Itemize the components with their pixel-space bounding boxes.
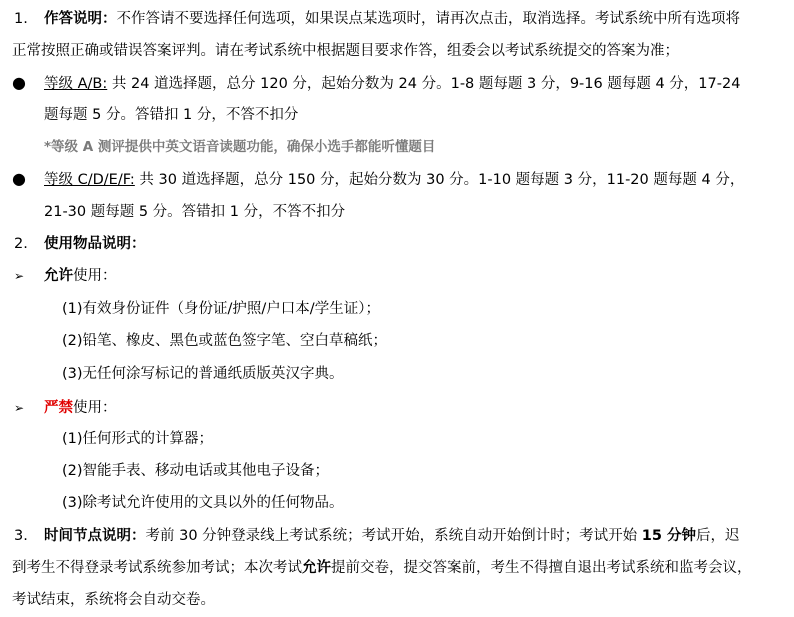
level-cf-label: 等级 C/D/E/F: — [44, 172, 135, 188]
level-ab-line-2: 题每题 5 分。答错扣 1 分，不答不扣分 — [44, 107, 299, 123]
level-ab-label: 等级 A/B: — [44, 76, 108, 92]
level-ab-text-1: 共 24 道选择题，总分 120 分，起始分数为 24 分。1-8 题每题 3 分，9-16 题每题 4 分，17-24 — [107, 76, 741, 92]
arrow-bullet-icon: ➢ — [14, 401, 25, 415]
section-1-number: 1. — [14, 11, 28, 27]
level-a-note: *等级 A 测评提供中英文语音读题功能，确保小选手都能听懂题目 — [44, 139, 436, 155]
ban-item: (3)除考试允许使用的文具以外的任何物品。 — [62, 495, 344, 511]
level-ab-line-1 — [44, 74, 740, 94]
section-3-text-2b: 允许 — [302, 560, 331, 576]
section-1-line-2: 正常按照正确或错误答案评判。请在考试系统中根据题目要求作答，组委会以考试系统提交的答案为准； — [12, 43, 679, 59]
allow-bold: 允许 — [44, 268, 73, 284]
arrow-bullet-icon: ➢ — [14, 269, 25, 283]
ban-rest: 使用： — [73, 400, 117, 416]
bullet-icon: ● — [12, 169, 26, 188]
section-3-line-2 — [12, 558, 752, 578]
section-3-line-1 — [44, 526, 740, 546]
allow-heading — [44, 266, 117, 286]
section-2-title: 使用物品说明： — [44, 236, 146, 252]
ban-item: (1)任何形式的计算器； — [62, 431, 214, 447]
level-cf-line-1 — [44, 170, 744, 190]
section-1-text-1: 不作答请不要选择任何选项，如果误点某选项时，请再次点击，取消选择。考试系统中所有选项将 — [116, 11, 740, 27]
bullet-icon: ● — [12, 73, 26, 92]
section-3-line-3: 考试结束，系统将会自动交卷。 — [12, 592, 215, 608]
ban-bold: 严禁 — [44, 400, 73, 416]
section-2-number: 2. — [14, 236, 28, 252]
section-3-text-2a: 到考生不得登录考试系统参加考试；本次考试 — [12, 560, 302, 576]
section-3-text-1c: 后，迟 — [696, 528, 740, 544]
allow-item: (3)无任何涂写标记的普通纸质版英汉字典。 — [62, 366, 344, 382]
allow-rest: 使用： — [73, 268, 117, 284]
section-3-title: 时间节点说明： — [44, 528, 146, 544]
section-1-line-1 — [44, 9, 740, 29]
section-3-number: 3. — [14, 528, 28, 544]
ban-item: (2)智能手表、移动电话或其他电子设备； — [62, 463, 330, 479]
ban-heading — [44, 398, 117, 418]
section-3-text-1b: 15 分钟 — [641, 528, 697, 544]
level-cf-line-2: 21-30 题每题 5 分。答错扣 1 分，不答不扣分 — [44, 204, 346, 220]
allow-item: (1)有效身份证件（身份证/护照/户口本/学生证）； — [62, 301, 380, 317]
level-cf-text-1: 共 30 道选择题，总分 150 分，起始分数为 30 分。1-10 题每题 3 分，11-20 题每题 4 分， — [134, 172, 745, 188]
section-3-text-2c: 提前交卷，提交答案前，考生不得擅自退出考试系统和监考会议， — [331, 560, 752, 576]
section-1-title: 作答说明： — [44, 11, 117, 27]
allow-item: (2)铅笔、橡皮、黑色或蓝色签字笔、空白草稿纸； — [62, 333, 388, 349]
section-3-text-1a: 考前 30 分钟登录线上考试系统；考试开始，系统自动开始倒计时；考试开始 — [145, 528, 642, 544]
